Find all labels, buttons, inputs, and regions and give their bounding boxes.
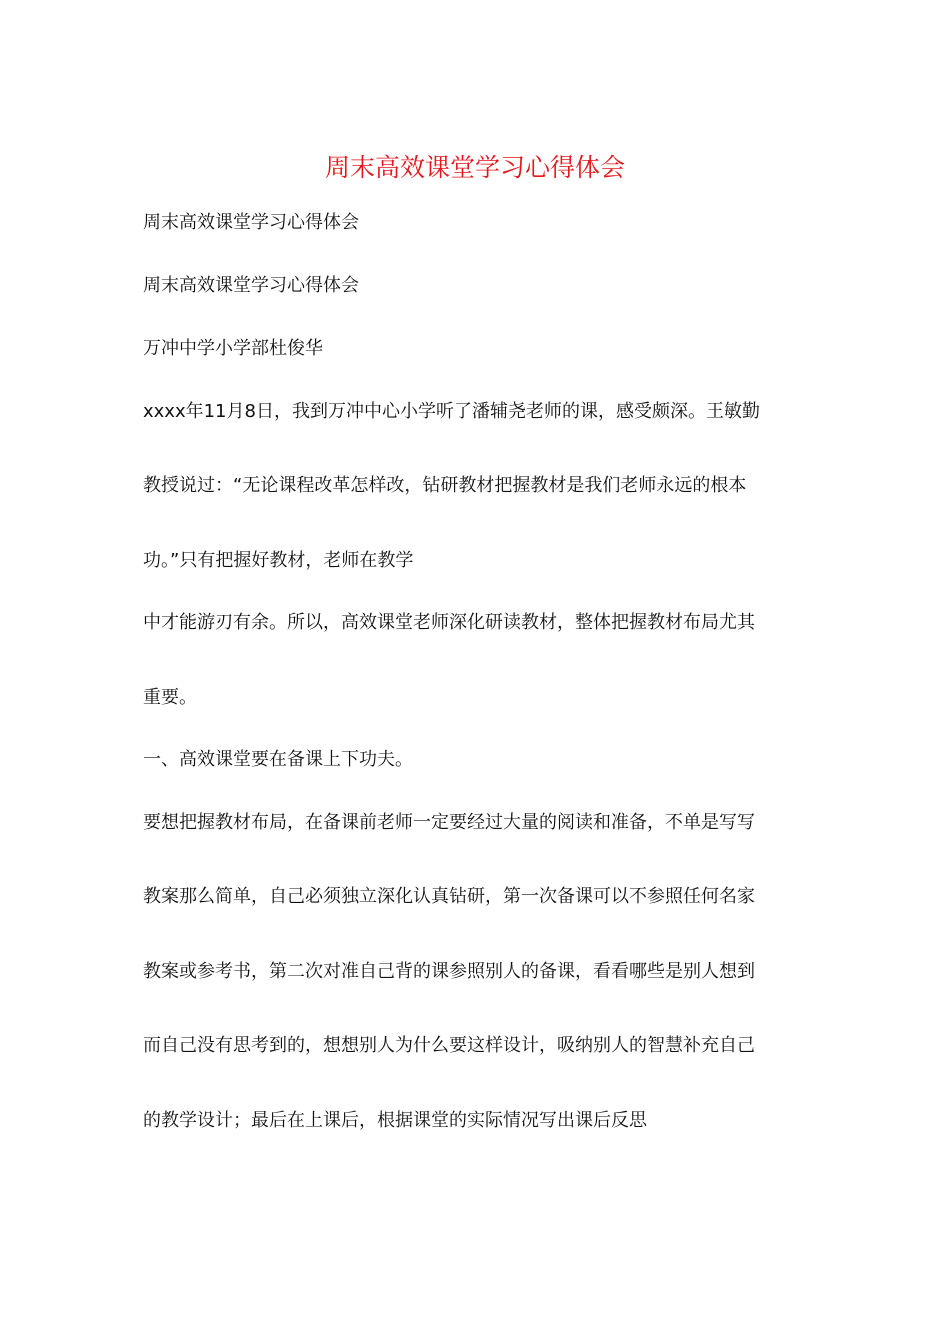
- paragraph-line: 教案那么简单，自己必须独立深化认真钻研，第一次备课可以不参照任何名家: [143, 886, 755, 907]
- paragraph-line: 教授说过：“无论课程改革怎样改，钻研教材把握教材是我们老师永远的根本: [143, 475, 747, 496]
- paragraph-line: 重要。: [143, 687, 197, 708]
- paragraph-line: 要想把握教材布局，在备课前老师一定要经过大量的阅读和准备，不单是写写: [143, 812, 755, 833]
- document-title: 周末高效课堂学习心得体会: [324, 153, 625, 182]
- section-heading: 一、高效课堂要在备课上下功夫。: [143, 749, 413, 770]
- paragraph-line: 功。”只有把握好教材，老师在教学: [143, 550, 414, 571]
- paragraph-line: 而自己没有思考到的，想想别人为什么要这样设计，吸纳别人的智慧补充自己: [143, 1035, 755, 1056]
- subtitle-line-repeat: 周末高效课堂学习心得体会: [143, 275, 359, 296]
- paragraph-line: 教案或参考书，第二次对准自己背的课参照别人的备课，看看哪些是别人想到: [143, 961, 755, 982]
- author-line: 万冲中学小学部杜俊华: [143, 338, 323, 359]
- paragraph-line: 中才能游刃有余。所以，高效课堂老师深化研读教材，整体把握教材布局尤其: [143, 612, 755, 633]
- subtitle-line: 周末高效课堂学习心得体会: [143, 212, 359, 233]
- paragraph-line: 的教学设计；最后在上课后，根据课堂的实际情况写出课后反思: [143, 1110, 647, 1131]
- paragraph-line: xxxx年11月8日，我到万冲中心小学听了潘辅尧老师的课，感受颇深。王敏勤: [143, 401, 760, 422]
